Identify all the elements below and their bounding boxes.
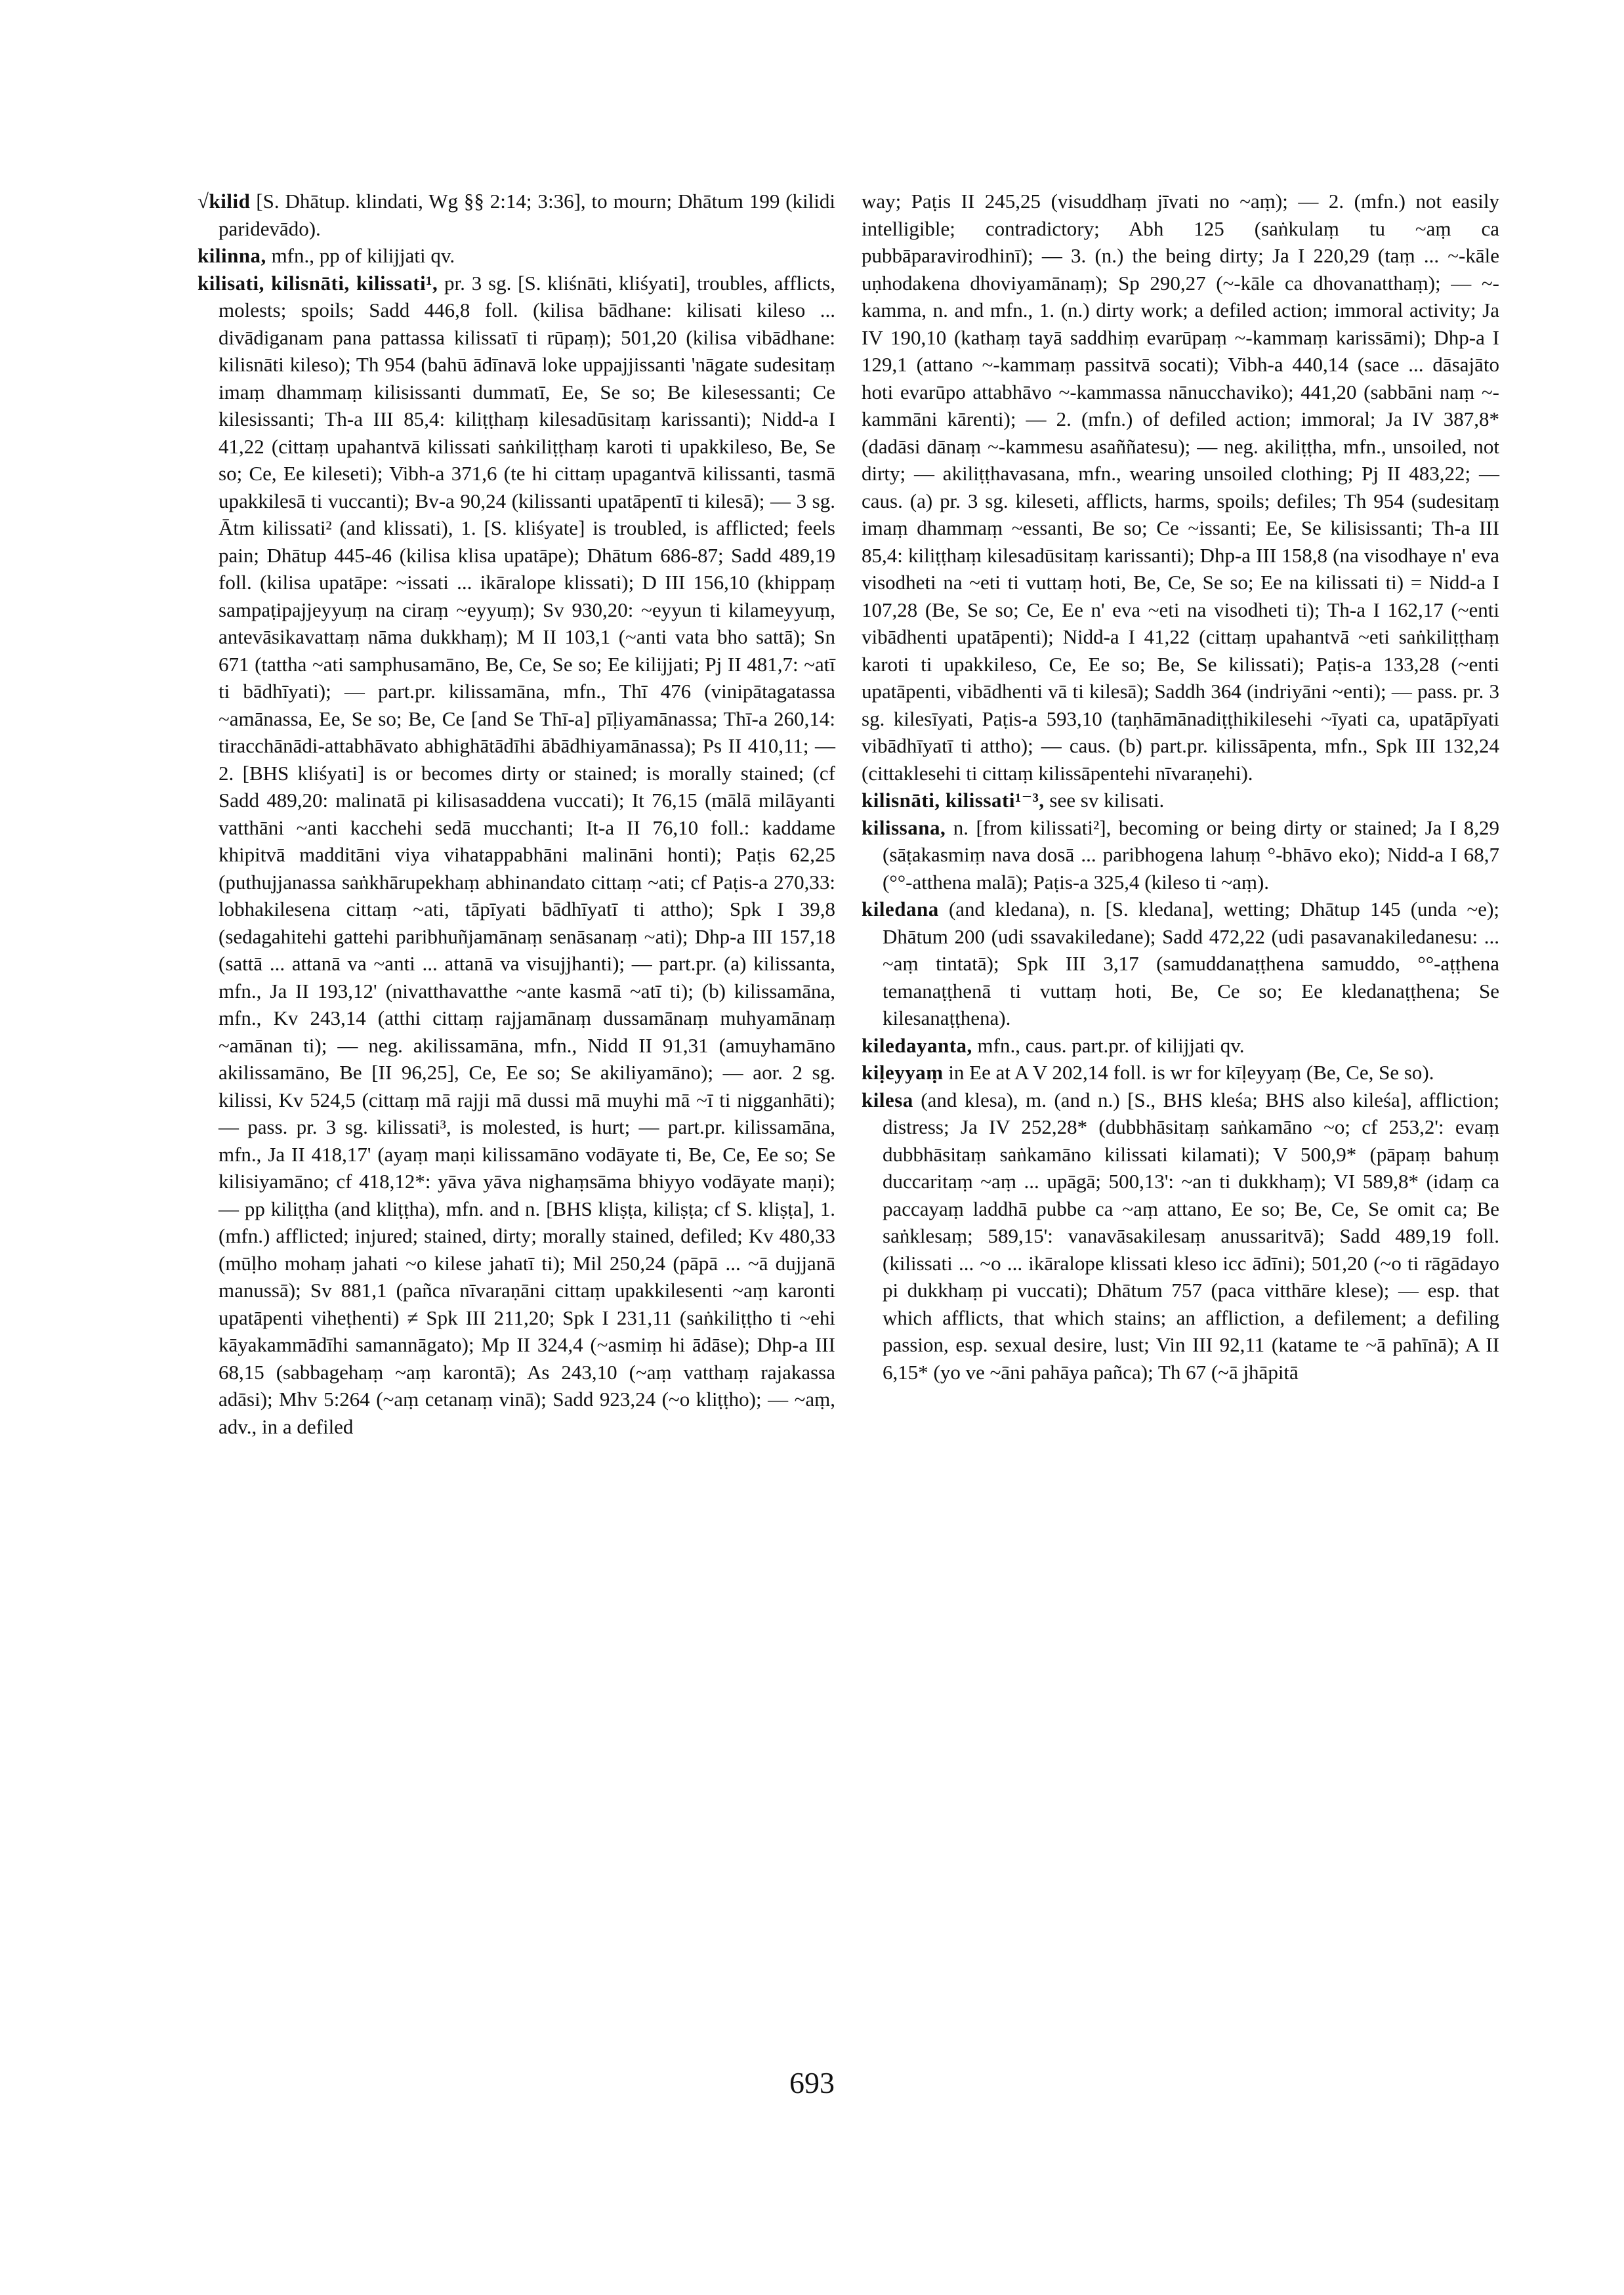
entry-headword: kilinna, [198, 244, 266, 267]
entry-body: mfn., pp of kilijjati qv. [271, 244, 455, 267]
entry-headword: kilesa [862, 1088, 913, 1111]
entry-body: way; Paṭis II 245,25 (visuddhaṃ jīvati no ~aṃ); — 2. (mfn.) not easily intelligible; contradictory; Abh 125 (saṅkulaṃ tu ~aṃ ca pubbāparavirodhinī); — 3. (n.) the being dirty; Ja I 220,29 (taṃ ... ~-kāle uṇhodakena dhoviyamānaṃ); Sp 290,27 (~-kāle ca dhovanatthaṃ); — ~-kamma, n. and mfn., 1. (n.) dirty work; a defiled action; immoral activity; Ja IV 190,10 (kathaṃ tayā saddhiṃ evarūpaṃ ~-kammaṃ karissāmi); Dhp-a I 129,1 (attano ~-kammaṃ passitvā socati); Vibh-a 440,14 (sace ... dāsajāto hoti evarūpo attabhāvo ~-kammassa nānucchaviko); 441,20 (sabbāni naṃ ~-kammāni kārenti); — 2. (mfn.) of defiled action; immoral; Ja IV 387,8* (dadāsi dānaṃ ~-kammesu asaññatesu); — neg. akiliṭṭha, mfn., unsoiled, not dirty; — akiliṭṭhavasana, mfn., wearing unsoiled clothing; Pj II 483,22; — caus. (a) pr. 3 sg. kileseti, afflicts, harms, spoils; defiles; Th 954 (sudesitaṃ imaṃ dhammaṃ ~essanti, Be so; Ce ~issanti; Ee, Se kilisissanti; Th-a III 85,4: kiliṭṭhaṃ kilesadūsitaṃ karissanti); Dhp-a III 158,8 (na visodhaye n' eva visodheti na ~eti ti vuttaṃ hoti, Be, Ce, Se so; Ee na kilissati ti) = Nidd-a I 107,28 (Be, Se so; Ce, Ee n' eva ~eti na visodheti ti); Th-a I 162,17 (~enti vibādhenti upatāpenti); Nidd-a I 41,22 (cittaṃ upahantvā ~eti saṅkiliṭṭhaṃ karoti ti upakkileso, Ce, Ee so; Be, Se kilissati); Paṭis-a 133,28 (~enti upatāpenti, vibādhenti vā ti kilesā); Saddh 364 (indriyāni ~enti); — pass. pr. 3 sg. kilesīyati, Paṭis-a 593,10 (taṇhāmānadiṭṭhikilesehi ~īyati ca, upatāpīyati vibādhīyatī ti attho); — caus. (b) part.pr. kilissāpenta, mfn., Spk III 132,24 (cittaklesehi ti cittaṃ kilissāpentehi nīvaraṇehi). [862, 190, 1499, 785]
dictionary-entry [198, 270, 835, 1441]
page-number: 693 [789, 2066, 835, 2099]
dictionary-entry [862, 1086, 1499, 1386]
entry-body: [S. Dhātup. klindati, Wg §§ 2:14; 3:36], to mourn; Dhātum 199 (kilidi paridevādo). [219, 190, 836, 240]
dictionary-entry [862, 188, 1499, 787]
entry-headword: √kilid [198, 190, 251, 213]
entry-headword: kiledana [862, 898, 939, 920]
entry-body: mfn., caus. part.pr. of kilijjati qv. [977, 1033, 1245, 1057]
entry-headword: kilissana, [862, 816, 946, 839]
dictionary-entry [862, 896, 1499, 1032]
left-column [198, 188, 835, 1440]
dictionary-entry [198, 242, 835, 270]
entry-headword: kiledayanta, [862, 1033, 972, 1057]
entry-body: n. [from kilissati²], becoming or being dirty or stained; Ja I 8,29 (sāṭakasmiṃ nava dosā ... paribhogena lahuṃ °-bhāvo eko); Nidd-a I 68,7 (°°-atthena malā); Paṭis-a 325,4 (kileso ti ~aṃ). [883, 816, 1500, 894]
entry-headword: kilisnāti, kilissati¹⁻³, [862, 789, 1045, 812]
entry-body: see sv kilisati. [1049, 789, 1165, 812]
right-column [862, 188, 1499, 1386]
dictionary-entry [198, 188, 835, 242]
entry-headword: kiḷeyyaṃ [862, 1061, 944, 1084]
dictionary-entry [862, 787, 1499, 814]
entry-body: (and klesa), m. (and n.) [S., BHS kleśa; BHS also kileśa], affliction; distress; Ja IV 252,28* (dubbhāsitaṃ saṅkamāno ~o; cf 253,2': evaṃ dubbhāsitaṃ saṅkamāno kilissati kilamati); V 500,9* (pāpaṃ bahuṃ duccaritaṃ ~aṃ ... upāgā; 500,13': ~an ti dukkhaṃ); VI 589,8* (idaṃ ca paccayaṃ laddhā pubbe ca ~aṃ attano, Ee so; Be, Ce, Se omit ca; Be saṅklesaṃ; 589,15': vanavāsakilesaṃ anussaritvā); Sadd 489,19 foll. (kilissati ... ~o ... ikāralope klissati kleso icc ādīni); 501,20 (~o ti rāgādayo pi dukkhaṃ pi vuccati); Dhātum 757 (paca vitthāre klese); — esp. that which afflicts, that which stains; an affliction, a defilement; a defiling passion, esp. sexual desire, lust; Vin III 92,11 (katame te ~ā pahīnā); A II 6,15* (yo ve ~āni pahāya pañca); Th 67 (~ā jhāpitā [883, 1088, 1500, 1384]
entry-body: in Ee at A V 202,14 foll. is wr for kīḷeyyaṃ (Be, Ce, Se so). [948, 1061, 1434, 1084]
dictionary-entry [862, 1059, 1499, 1086]
entry-body: (and kledana), n. [S. kledana], wetting; Dhātup 145 (unda ~e); Dhātum 200 (udi ssavakiledane); Sadd 472,22 (udi pasavanakiledanesu: ... ~aṃ tintatā); Spk III 3,17 (samuddanaṭṭhena samuddo, °°-aṭṭhena temanaṭṭhenā ti vuttaṃ hoti, Be, Ce so; Ee kledanaṭṭhena; Se kilesanaṭṭhena). [883, 898, 1500, 1029]
dictionary-entry [862, 814, 1499, 896]
dictionary-entry [862, 1032, 1499, 1060]
entry-body: pr. 3 sg. [S. kliśnāti, kliśyati], troubles, afflicts, molests; spoils; Sadd 446,8 foll. (kilisa bādhane: kilisati kileso ... divādiganam pana pattassa kilissatī ti rūpaṃ); 501,20 (kilisa vibādhane: kilisnāti kileso); Th 954 (bahū ādīnavā loke uppajjissanti 'nāgate sudesitaṃ imaṃ dhammaṃ kilisissanti dummatī, Ee, Se so; Be kilesessanti; Ce kilesissanti; Th-a III 85,4: kiliṭṭhaṃ kilesadūsitaṃ karissanti); Nidd-a I 41,22 (cittaṃ upahantvā kilissati saṅkiliṭṭhaṃ karoti ti upakkileso, Be, Se so; Ce, Ee kileseti); Vibh-a 371,6 (te hi cittaṃ upagantvā kilissanti, tasmā upakkilesā ti vuccanti); Bv-a 90,24 (kilissanti upatāpentī ti kilesā); — 3 sg. Ātm kilissati² (and klissati), 1. [S. kliśyate] is troubled, is afflicted; feels pain; Dhātup 445-46 (kilisa klisa upatāpe); Dhātum 686-87; Sadd 489,19 foll. (kilisa upatāpe: ~issati ... ikāralope klissati); D III 156,10 (khippaṃ sampaṭipajjeyyuṃ na ciraṃ ~eyyuṃ); Sv 930,20: ~eyyun ti kilameyyuṃ, antevāsikavattaṃ nāma dukkhaṃ); M II 103,1 (~anti vata bho sattā); Sn 671 (tattha ~ati samphusamāno, Be, Ce, Se so; Ee kilijjati; Pj II 481,7: ~atī ti bādhīyati); — part.pr. kilissamāna, mfn., Thī 476 (vinipātagatassa ~amānassa, Ee, Se so; Be, Ce [and Se Thī-a] pīḷiyamānassa; Thī-a 260,14: tiracchānādi-attabhāvato abhighātādīhi ābādhiyamānassa); Ps II 410,11; — 2. [BHS kliśyati] is or becomes dirty or stained; is morally stained; (cf Sadd 489,20: malinatā pi kilisasaddena vuccati); It 76,15 (mālā milāyanti vatthāni ~anti kacchehi sedā mucchanti; It-a II 76,10 foll.: kaddame khipitvā madditāni viya vihatappabhāni malināni honti); Paṭis 62,25 (puthujjanassa saṅkhārupekhaṃ abhinandato cittaṃ ~ati; cf Paṭis-a 270,33: lobhakilesena cittaṃ ~ati, tāpīyati bādhīyatī ti attho); Spk I 39,8 (sedagahitehi gattehi paribhuñjamānaṃ senāsanaṃ ~ati); Dhp-a III 157,18 (sattā ... attanā va ~anti ... attanā va visujjhanti); — part.pr. (a) kilissanta, mfn., Ja II 193,12' (nivatthavatthe ~ante kasmā ~atī ti); (b) kilissamāna, mfn., Kv 243,14 (atthi cittaṃ rajjamānaṃ dussamānaṃ muhyamānaṃ ~amānan ti); — neg. akilissamāna, mfn., Nidd II 91,31 (amuyhamāno akilissamāno, Be [II 96,25], Ce, Ee so; Se akiliyamāno); — aor. 2 sg. kilissi, Kv 524,5 (cittaṃ mā rajji mā dussi mā muyhi mā ~ī ti nigganhāti); — pass. pr. 3 sg. kilissati³, is molested, is hurt; — part.pr. kilissamāna, mfn., Ja II 418,17' (ayaṃ maṇi kilissamāno vodāyate ti, Be, Ce, Ee so; Se kilisiyamāno; cf 418,12*: yāva yāva nighaṃsāma bhiyyo vodāyate maṇi); — pp kiliṭṭha (and kliṭṭha), mfn. and n. [BHS kliṣṭa, kiliṣṭa; cf S. kliṣṭa], 1. (mfn.) afflicted; injured; stained, dirty; morally stained, defiled; Kv 480,33 (mūḷho mohaṃ jahati ~o kilese jahatī ti); Mil 250,24 (pāpā ... ~ā dujjanā manussā); Sv 881,1 (pañca nīvaraṇāni cittaṃ upakkilesenti ~aṃ karonti upatāpenti viheṭhenti) ≠ Spk III 211,20; Spk I 231,11 (saṅkiliṭṭho ti ~ehi kāyakammādīhi samannāgato); Mp II 324,4 (~asmiṃ hi ādāse); Dhp-a III 68,15 (sabbagehaṃ ~aṃ karontā); As 243,10 (~aṃ vatthaṃ rajakassa adāsi); Mhv 5:264 (~aṃ cetanaṃ vinā); Sadd 923,24 (~o kliṭṭho); — ~aṃ, adv., in a defiled [219, 271, 835, 1438]
entry-headword: kilisati, kilisnāti, kilissati¹, [198, 271, 438, 295]
